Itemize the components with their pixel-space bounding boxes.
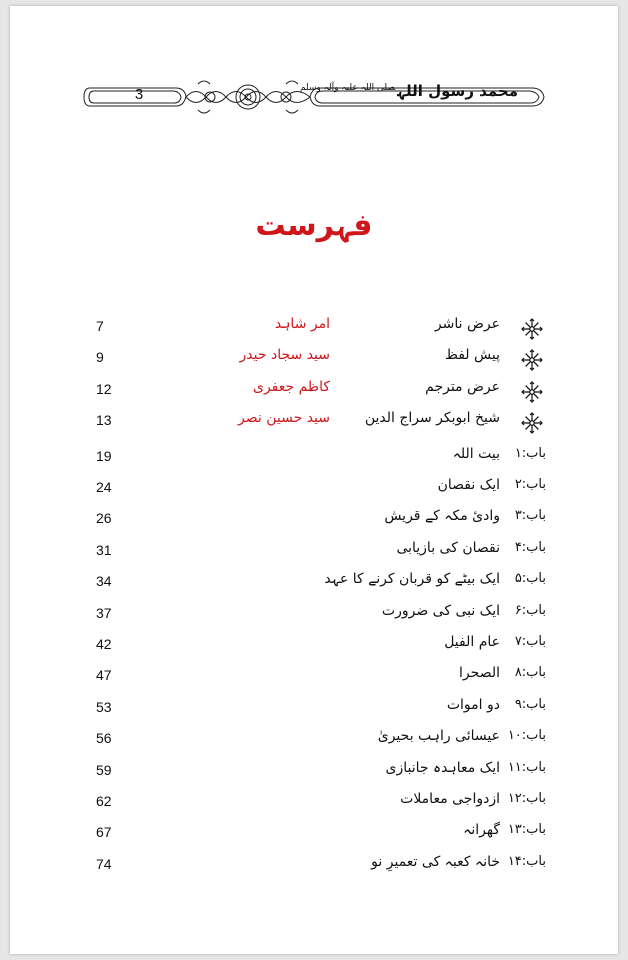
- toc-row: [0, 853, 628, 880]
- toc-page-number: 74: [96, 855, 112, 872]
- toc-entry-title: نقصان کی بازیابی: [396, 539, 500, 556]
- toc-row: [0, 636, 628, 660]
- toc-page-number: 12: [96, 380, 112, 397]
- asterisk-ornament-icon: [521, 412, 543, 434]
- toc-page-number: 9: [96, 349, 104, 366]
- toc-entry-title: ایک معاہدہ جانبازی: [385, 759, 500, 776]
- toc-page-number: 26: [96, 510, 112, 527]
- chapter-label: باب:۹: [514, 696, 546, 712]
- toc-page-number: 56: [96, 730, 112, 747]
- toc-entry-title: دو اموات: [446, 696, 500, 713]
- chapter-label: باب:۶: [514, 602, 546, 618]
- toc-row: [0, 824, 628, 848]
- toc-page-number: 19: [96, 447, 112, 464]
- asterisk-ornament-icon: [521, 381, 543, 403]
- running-title: [300, 82, 518, 100]
- chapter-label: باب:۸: [514, 665, 546, 681]
- toc-page-number: 47: [96, 667, 112, 684]
- toc-row: [0, 759, 628, 786]
- toc-entry-title: ایک بیٹے کو قربان کرنے کا عہد: [324, 571, 500, 588]
- toc-entry-title: گھرانہ: [463, 822, 500, 839]
- toc-page-number: 13: [96, 412, 112, 429]
- toc-page-number: 24: [96, 479, 112, 495]
- toc-entry-title: عرض مترجم: [425, 378, 500, 395]
- asterisk-ornament-icon: [521, 318, 543, 340]
- toc-row: [0, 667, 628, 691]
- toc-author: امر شاہد: [274, 316, 330, 332]
- running-header: [80, 76, 550, 118]
- toc-entry-title: عام الفیل: [444, 634, 500, 650]
- toc-page-number: 59: [96, 761, 112, 778]
- toc-row: [0, 793, 628, 817]
- chapter-label: باب:۱۰: [507, 728, 546, 744]
- chapter-label: باب:۲: [514, 477, 546, 492]
- toc-entry-title: خانہ کعبہ کی تعمیرِ نو: [371, 853, 500, 870]
- chapter-label: باب:۵: [514, 571, 546, 587]
- toc-page-number: 7: [96, 318, 104, 334]
- toc-row: [0, 479, 628, 503]
- toc-entry-title: عرض ناشر: [434, 316, 500, 332]
- chapter-label: باب:۱: [514, 445, 546, 461]
- chapter-label: باب:۱۲: [507, 791, 546, 806]
- toc-row: [0, 602, 628, 629]
- toc-entry-title: بیت اللہ: [452, 445, 500, 462]
- toc-page-number: 62: [96, 793, 112, 809]
- toc-row: [0, 510, 628, 534]
- toc-author: کاظم جعفری: [252, 378, 330, 395]
- toc-heading: فہرست: [255, 208, 373, 243]
- chapter-label: باب:۱۴: [507, 853, 546, 869]
- toc-row: [0, 696, 628, 723]
- toc-row: [0, 730, 628, 754]
- toc-row: [0, 318, 628, 342]
- chapter-label: باب:۱۳: [507, 822, 546, 838]
- toc-entry-title: وادیٔ مکہ کے قریش: [384, 508, 500, 525]
- asterisk-ornament-icon: [521, 349, 543, 371]
- toc-row: [0, 445, 628, 472]
- chapter-label: باب:۱۱: [507, 759, 546, 775]
- toc-entry-title: ایک نبی کی ضرورت: [381, 602, 500, 619]
- toc-page-number: 53: [96, 698, 112, 715]
- toc-author: سید سجاد حیدر: [239, 347, 330, 364]
- honorific-text: صلی اللہ علیہ وآلہ وسلم: [299, 83, 396, 93]
- toc-entry-title: ایک نقصان: [437, 477, 500, 493]
- chapter-label: باب:۳: [514, 508, 546, 524]
- toc-row: [0, 573, 628, 597]
- toc-row: [0, 412, 628, 436]
- toc-row: [0, 539, 628, 566]
- toc-entry-title: شیخ ابوبکر سراج الدین: [364, 410, 500, 427]
- toc-author: سید حسین نصر: [238, 410, 330, 427]
- toc-row: [0, 349, 628, 373]
- toc-entry-title: الصحرا: [459, 665, 500, 682]
- toc-page-number: 34: [96, 573, 112, 590]
- toc-page-number: 31: [96, 541, 112, 558]
- toc-entry-title: پیش لفظ: [444, 347, 500, 364]
- toc-row: [0, 378, 628, 405]
- toc-page-number: 37: [96, 604, 112, 621]
- toc-entry-title: ازدواجی معاملات: [400, 791, 500, 807]
- toc-page-number: 42: [96, 636, 112, 652]
- chapter-label: باب:۴: [514, 539, 546, 555]
- toc-page-number: 67: [96, 824, 112, 841]
- toc-entry-title: عیسائی راہب بحیریٰ: [377, 728, 500, 745]
- running-title-text: محمد رسول اللہ: [397, 82, 518, 100]
- chapter-label: باب:۷: [514, 634, 546, 649]
- page-number: 3: [134, 86, 144, 103]
